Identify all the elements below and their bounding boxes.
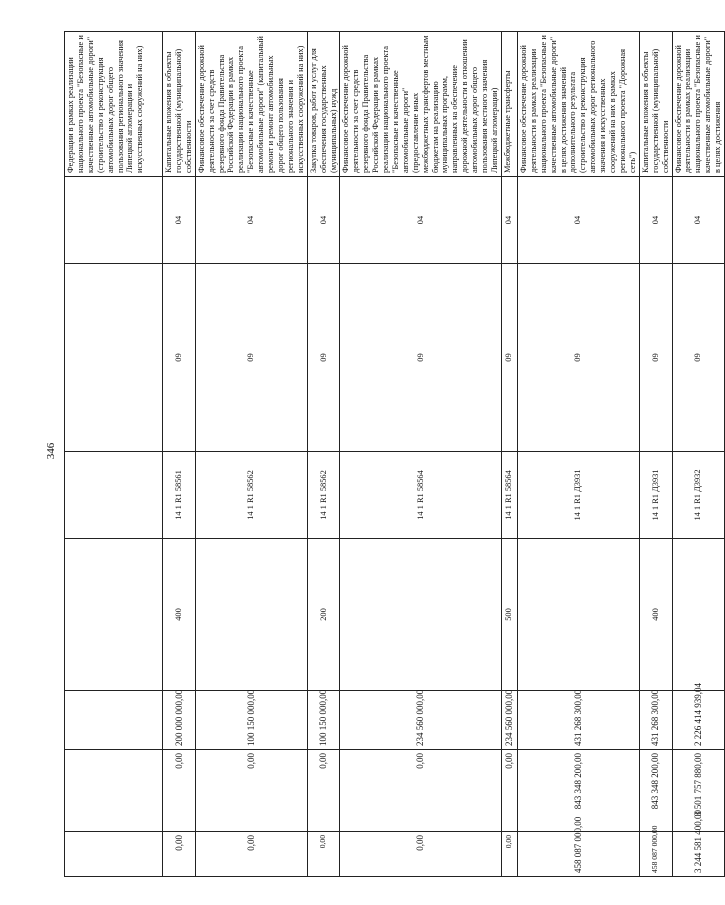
- table-row: [340, 32, 502, 877]
- row-description: Капитальные вложения в объекты государственной (муниципальной) собственности: [639, 32, 672, 177]
- vr-code: 200: [307, 539, 340, 691]
- pr-code: 09: [307, 264, 340, 452]
- pr-code: [65, 264, 163, 452]
- sum-2026: 458 087 000,00: [639, 832, 672, 877]
- sum-2026: 0,00: [501, 832, 517, 877]
- table-row: [307, 32, 340, 877]
- sum-2024: [65, 691, 163, 750]
- csr-code: 14 1 R1 58562: [195, 452, 307, 539]
- rz-code: 04: [340, 177, 502, 264]
- row-description: Федерации в рамках реализации национального проекта "Безопасные и качественные автомобильные дороги" (строительство и реконструкция автомобильных дорог общего пользования регионального значения Липецкой агломерации и искусственных сооружений на них): [65, 32, 163, 177]
- vr-code: 400: [639, 539, 672, 691]
- sum-2025: 843 348 200,00: [639, 750, 672, 832]
- sum-2026: 3 244 581 400,00: [672, 832, 725, 877]
- vr-code: [672, 539, 725, 691]
- table-row: [65, 32, 163, 877]
- rz-code: 04: [517, 177, 639, 264]
- row-description: Финансовое обеспечение дорожной деятельности в рамках реализации национального проекта "Безопасные и качественные автомобильные дороги" в целях достижения значений дополнительного результата (строительство и реконструкция автомобильных дорог регионального значения и искусственных сооружений на них в рамках регионального проекта "Дорожная сеть"): [517, 32, 639, 177]
- sum-2024: 100 150 000,00: [195, 691, 307, 750]
- row-description: Финансовое обеспечение дорожной деятельности за счет средств резервного фонда Правительства Российской Федерации в рамках реализации национального проекта "Безопасные и качественные автомобильные дороги" (предоставление иных межбюджетных трансфертов местным бюджетам на реализацию муниципальных программ, направленных на обеспечение дорожной деятельности в отношении автомобильных дорог общего пользования местного значения Липецкой агломерации): [340, 32, 502, 177]
- pr-code: 09: [517, 264, 639, 452]
- sum-2026: 0,00: [307, 832, 340, 877]
- sum-2025: 0,00: [163, 750, 196, 832]
- rz-code: 04: [307, 177, 340, 264]
- csr-code: 14 1 R1 Д3931: [517, 452, 639, 539]
- pr-code: 09: [501, 264, 517, 452]
- rz-code: [65, 177, 163, 264]
- vr-code: 400: [163, 539, 196, 691]
- sum-2026: 0,00: [340, 832, 502, 877]
- sum-2025: 3 501 757 880,00: [672, 750, 725, 832]
- csr-code: [65, 452, 163, 539]
- row-description: Межбюджетные трансферты: [501, 32, 517, 177]
- sum-2025: 843 348 200,00: [517, 750, 639, 832]
- table-row: [517, 32, 639, 877]
- row-description: Капитальные вложения в объекты государственной (муниципальной) собственности: [163, 32, 196, 177]
- table-rotator: [64, 32, 723, 877]
- vr-code: [340, 539, 502, 691]
- table-row: [501, 32, 517, 877]
- sum-2026: 0,00: [195, 832, 307, 877]
- sum-2024: 431 268 300,00: [517, 691, 639, 750]
- rz-code: 04: [639, 177, 672, 264]
- budget-table: [64, 31, 725, 877]
- sum-2025: 0,00: [307, 750, 340, 832]
- sum-2024: 234 560 000,00: [340, 691, 502, 750]
- table-row: [672, 32, 725, 877]
- rz-code: 04: [195, 177, 307, 264]
- sum-2025: [65, 750, 163, 832]
- sum-2025: 0,00: [195, 750, 307, 832]
- row-description: Финансовое обеспечение дорожной деятельности за счет средств резервного фонда Правительства Российской Федерации в рамках реализации национального проекта "Безопасные и качественные автомобильные дороги" (капитальный ремонт и ремонт автомобильных дорог общего пользования регионального значения и искусственных сооружений на них): [195, 32, 307, 177]
- sum-2024: 100 150 000,00: [307, 691, 340, 750]
- table-row: [639, 32, 672, 877]
- sum-2025: 0,00: [340, 750, 502, 832]
- vr-code: [65, 539, 163, 691]
- vr-code: 500: [501, 539, 517, 691]
- rz-code: 04: [672, 177, 725, 264]
- row-description: Закупка товаров, работ и услуг для обеспечения государственных (муниципальных) нужд: [307, 32, 340, 177]
- table-row: [195, 32, 307, 877]
- csr-code: 14 1 R1 58564: [340, 452, 502, 539]
- sum-2024: 234 560 000,00: [501, 691, 517, 750]
- csr-code: 14 1 R1 Д3931: [639, 452, 672, 539]
- pr-code: 09: [195, 264, 307, 452]
- rz-code: 04: [501, 177, 517, 264]
- csr-code: 14 1 R1 58562: [307, 452, 340, 539]
- sum-2024: 431 268 300,00: [639, 691, 672, 750]
- vr-code: [517, 539, 639, 691]
- row-description: Финансовое обеспечение дорожной деятельности в рамках реализации национального проекта "Безопасные и качественные автомобильные дороги" в целях достижения: [672, 32, 725, 177]
- csr-code: 14 1 R1 Д3932: [672, 452, 725, 539]
- pr-code: 09: [639, 264, 672, 452]
- table-row: [163, 32, 196, 877]
- sum-2026: [65, 832, 163, 877]
- rz-code: 04: [163, 177, 196, 264]
- sum-2024: 200 000 000,00: [163, 691, 196, 750]
- sum-2024: 2 226 414 939,04: [672, 691, 725, 750]
- sum-2025: 0,00: [501, 750, 517, 832]
- vr-code: [195, 539, 307, 691]
- pr-code: 09: [672, 264, 725, 452]
- sum-2026: 0,00: [163, 832, 196, 877]
- sum-2026: 458 087 000,00: [517, 832, 639, 877]
- pr-code: 09: [163, 264, 196, 452]
- page-number: 346: [45, 442, 57, 460]
- pr-code: 09: [340, 264, 502, 452]
- csr-code: 14 1 R1 58561: [163, 452, 196, 539]
- csr-code: 14 1 R1 58564: [501, 452, 517, 539]
